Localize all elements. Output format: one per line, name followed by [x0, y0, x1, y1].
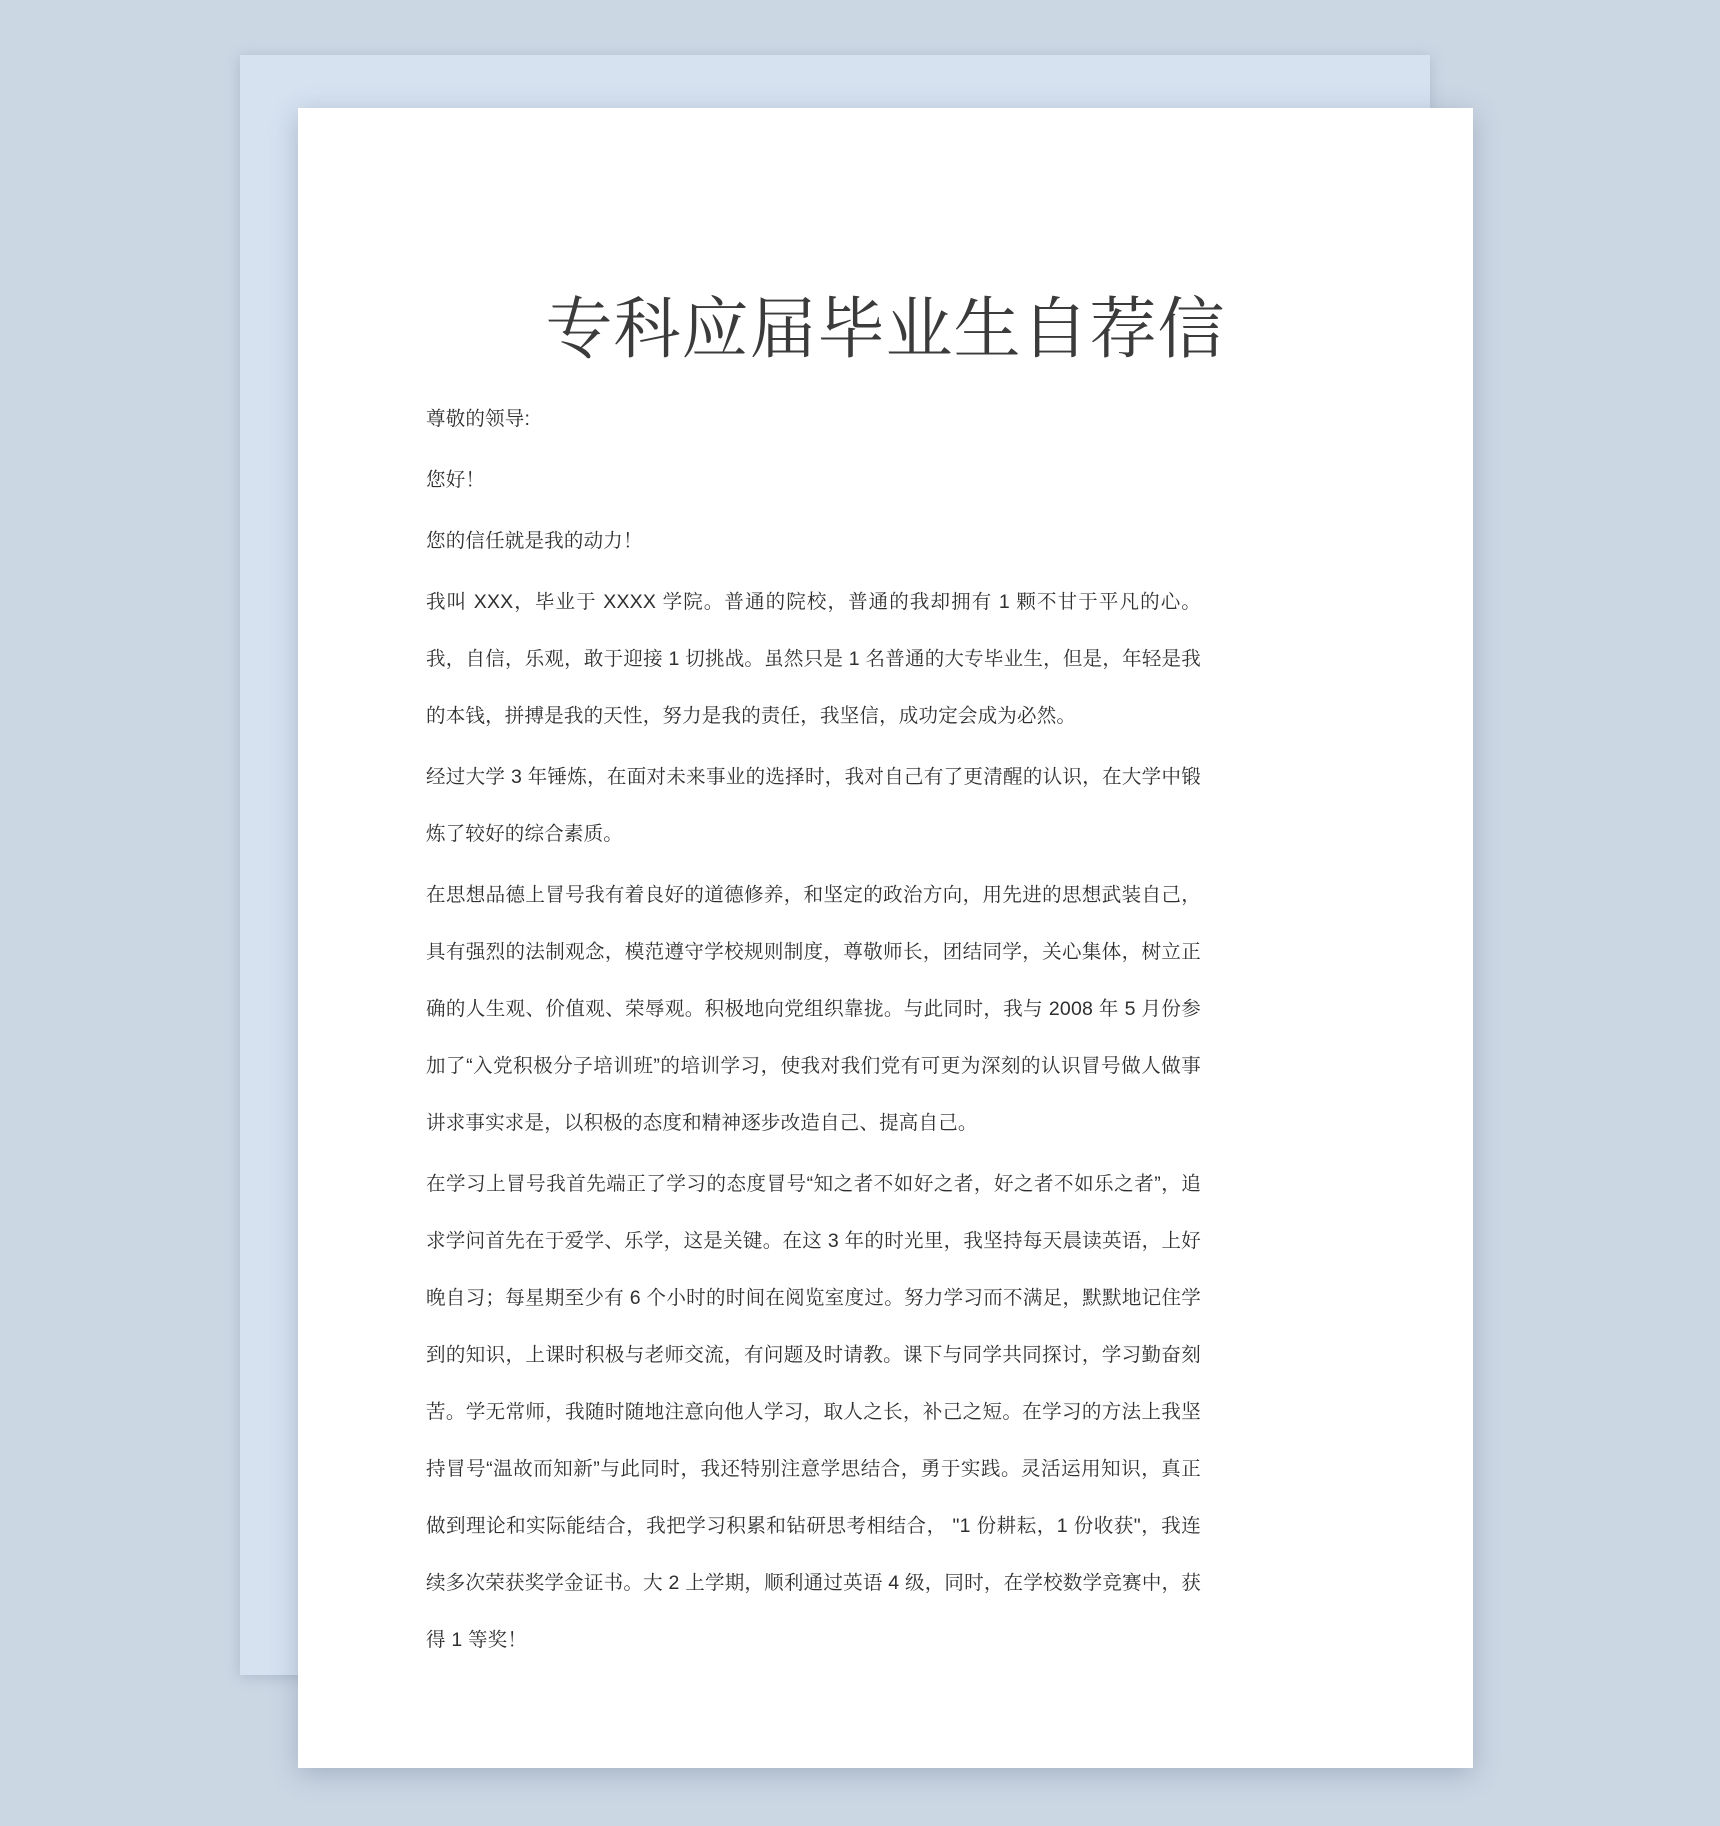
moral-character-paragraph: 在思想品德上冒号我有着良好的道德修养，和坚定的政治方向，用先进的思想武装自己，具有强烈的法制观念，模范遵守学校规则制度，尊敬师长，团结同学，关心集体，树立正确的人生观、价值观、荣辱观。积极地向党组织靠拢。与此同时，我与 2008 年 5 月份参加了“入党积极分子培训班”的培训学习，使我对我们党有可更为深刻的认识冒号做人做事讲求事实求是，以积极的态度和精神逐步改造自己、提高自己。	[426, 884, 1201, 1134]
page-content	[298, 108, 1473, 1768]
page-title: 专科应届毕业生自荐信	[545, 291, 1226, 367]
document-body	[426, 391, 1201, 1673]
greeting: 您好！	[426, 469, 486, 491]
study-attitude-paragraph: 在学习上冒号我首先端正了学习的态度冒号“知之者不如好之者，好之者不如乐之者”，追求学问首先在于爱学、乐学，这是关键。在这 3 年的时光里，我坚持每天晨读英语，上好晚自习；每星期至少有 6 个小时的时间在阅览室度过。努力学习而不满足，默默地记住学到的知识，上课时积极与老师交流，有问题及时请教。课下与同学共同探讨，学习勤奋刻苦。学无常师，我随时随地注意向他人学习，取人之长，补己之短。在学习的方法上我坚持冒号“温故而知新”与此同时，我还特别注意学思结合，勇于实践。灵活运用知识，真正做到理论和实际能结合，我把学习积累和钻研思考相结合， "1 份耕耘，1 份收获"，我连续多次荣获奖学金证书。大 2 上学期，顺利通过英语 4 级，同时，在学校数学竞赛中，获得 1 等奖！	[426, 1173, 1201, 1651]
document-page	[298, 108, 1473, 1768]
opening-line: 您的信任就是我的动力！	[426, 530, 643, 552]
self-introduction-paragraph: 我叫 XXX，毕业于 XXXX 学院。普通的院校，普通的我却拥有 1 颗不甘于平凡的心。 我，自信，乐观，敢于迎接 1 切挑战。虽然只是 1 名普通的大专毕业生，但是，年轻是我的本钱，拼搏是我的天性，努力是我的责任，我坚信，成功定会成为必然。	[426, 591, 1201, 727]
salutation: 尊敬的领导:	[426, 408, 531, 430]
university-training-paragraph: 经过大学 3 年锤炼，在面对未来事业的选择时，我对自己有了更清醒的认识，在大学中锻炼了较好的综合素质。	[426, 766, 1201, 845]
